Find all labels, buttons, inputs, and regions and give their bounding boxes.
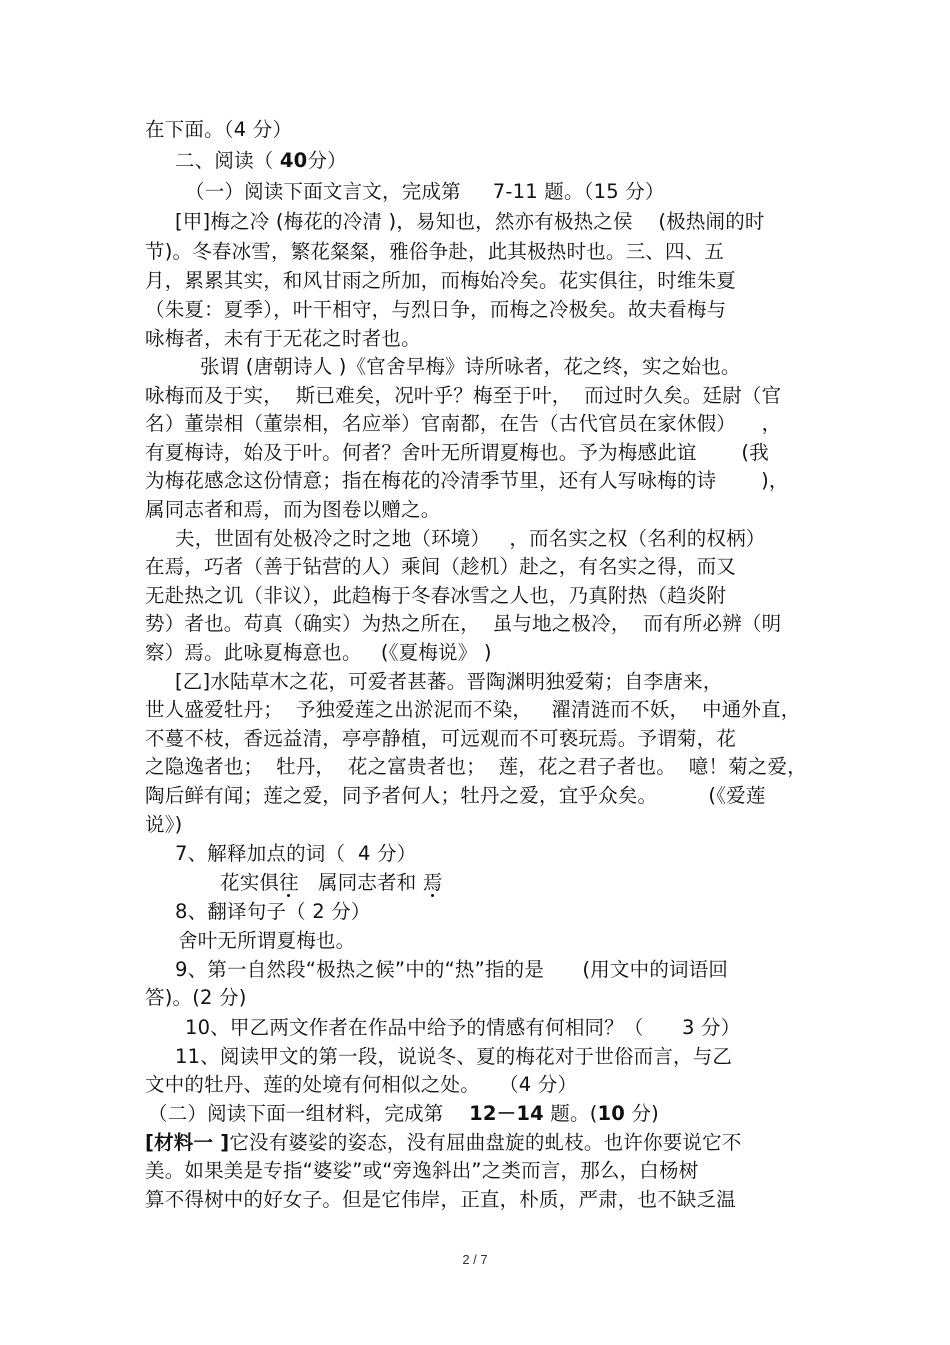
text-line: 咏梅而及于实， 斯已难矣，况叶乎？梅至于叶， 而过时久矣。廷尉（官 (145, 384, 782, 407)
text-line: 节)。冬春冰雪，繁花粲粲，雅俗争赴，此其极热时也。三、四、五 (145, 240, 725, 263)
material-one (145, 1128, 742, 1158)
text-line: 为梅花感念这份情意；指在梅花的冷清季节里，还有人写咏梅的诗 )， (145, 469, 789, 492)
question-7-words (220, 868, 443, 898)
dotted-word: 往 (279, 871, 299, 894)
question-8: 8、翻译句子（ 2 分） (175, 900, 371, 923)
text-line: 名）董崇相（董崇相，名应举）官南都，在告（古代官员在家休假） ， (145, 412, 782, 435)
subsection-heading-2 (148, 1099, 659, 1129)
text-line: 舍叶无所谓夏梅也。 (178, 929, 356, 952)
text-line: 在焉，巧者（善于钻营的人）乘间（趁机）赴之，有名实之得，而又 (145, 555, 737, 578)
text-line: （朱夏：夏季），叶干相守，与烈日争，而梅之冷极矣。故夫看梅与 (145, 298, 727, 321)
heading-score: 40 (279, 149, 308, 172)
material-label: [材料一 ] (145, 1131, 230, 1154)
text-line: [甲]梅之冷 (梅花的冷清 )，易知也，然亦有极热之侯 (极热闹的时 (175, 210, 765, 233)
heading-score: 10 (597, 1102, 626, 1125)
text-line: 月，累累其实，和风甘雨之所加，而梅始冷矣。花实俱往，时维朱夏 (145, 269, 737, 292)
text-line: 夫，世固有处极冷之时之地（环境） ，而名实之权（名利的权柄） (175, 527, 766, 550)
text-line: [乙]水陆草木之花，可爱者甚蕃。晋陶渊明独爱菊；自李唐来， (175, 670, 723, 693)
subsection-heading: （一）阅读下面文言文，完成第 7-11 题。（15 分） (185, 180, 665, 203)
word-context: 属同志者和 (298, 871, 423, 894)
text-line: 答)。(2 分) (145, 986, 247, 1009)
page-number: 2 / 7 (462, 1252, 488, 1267)
material-text: 它没有婆娑的姿态，没有屈曲盘旋的虬枝。也许你要说它不 (229, 1131, 742, 1154)
heading-text: （二）阅读下面一组材料，完成第 (148, 1102, 470, 1125)
text-line: 美。如果美是专指“婆娑”或“旁逸斜出”之类而言，那么，白杨树 (145, 1159, 699, 1182)
text-line: 张谓 (唐朝诗人 )《官舍早梅》诗所咏者，花之终，实之始也。 (200, 355, 741, 378)
text-line: 有夏梅诗，始及于叶。何者？舍叶无所谓夏梅也。予为梅感此谊 (我 (145, 441, 769, 464)
question-10: 10、甲乙两文作者在作品中给予的情感有何相同？（ 3 分） (185, 1016, 741, 1039)
question-range: 12－14 (469, 1102, 544, 1125)
text-line: 不蔓不枝，香远益清，亭亭静植，可远观而不可亵玩焉。予谓菊，花 (145, 727, 737, 750)
text-line: 属同志者和焉，而为图卷以赠之。 (145, 498, 441, 521)
text-line: 世人盛爱牡丹； 予独爱莲之出淤泥而不染， 濯清涟而不妖， 中通外直， (145, 698, 801, 721)
heading-text: 分) (625, 1102, 659, 1125)
text-line: 察）焉。此咏夏梅意也。 (《夏梅说》 ) (145, 641, 492, 664)
heading-text: 题。( (543, 1102, 598, 1125)
text-line: 之隐逸者也； 牡丹， 花之富贵者也； 莲，花之君子者也。 噫！菊之爱， (145, 755, 807, 778)
dotted-word: 焉 (422, 871, 443, 894)
text-line: 无赴热之讥（非议），此趋梅于冬春冰雪之人也，乃真附热（趋炎附 (145, 584, 727, 607)
question-11: 11、阅读甲文的第一段，说说冬、夏的梅花对于世俗而言，与乙 (175, 1045, 733, 1068)
question-7: 7、解释加点的词（ 4 分） (175, 842, 417, 865)
section-heading (175, 146, 347, 176)
text-line: 算不得树中的好女子。但是它伟岸，正直，朴质，严肃，也不缺乏温 (145, 1188, 737, 1211)
text-line: 文中的牡丹、莲的处境有何相似之处。 （4 分） (145, 1073, 578, 1096)
word-context: 花实俱 (220, 871, 280, 894)
text-line: 在下面。（4 分） (145, 118, 293, 141)
heading-text: 二、阅读（ (175, 149, 280, 172)
heading-text-end: 分） (307, 149, 347, 172)
question-9: 9、第一自然段“极热之候”中的“热”指的是 (用文中的词语回 (175, 958, 729, 981)
text-line: 说》) (145, 813, 183, 836)
text-line: 陶后鲜有闻；莲之爱，同予者何人；牡丹之爱，宜乎众矣。 (《爱莲 (145, 784, 766, 807)
text-line: 咏梅者，未有于无花之时者也。 (145, 327, 421, 350)
text-line: 势）者也。苟真（确实）为热之所在， 虽与地之极冷， 而有所必辨（明 (145, 612, 782, 635)
